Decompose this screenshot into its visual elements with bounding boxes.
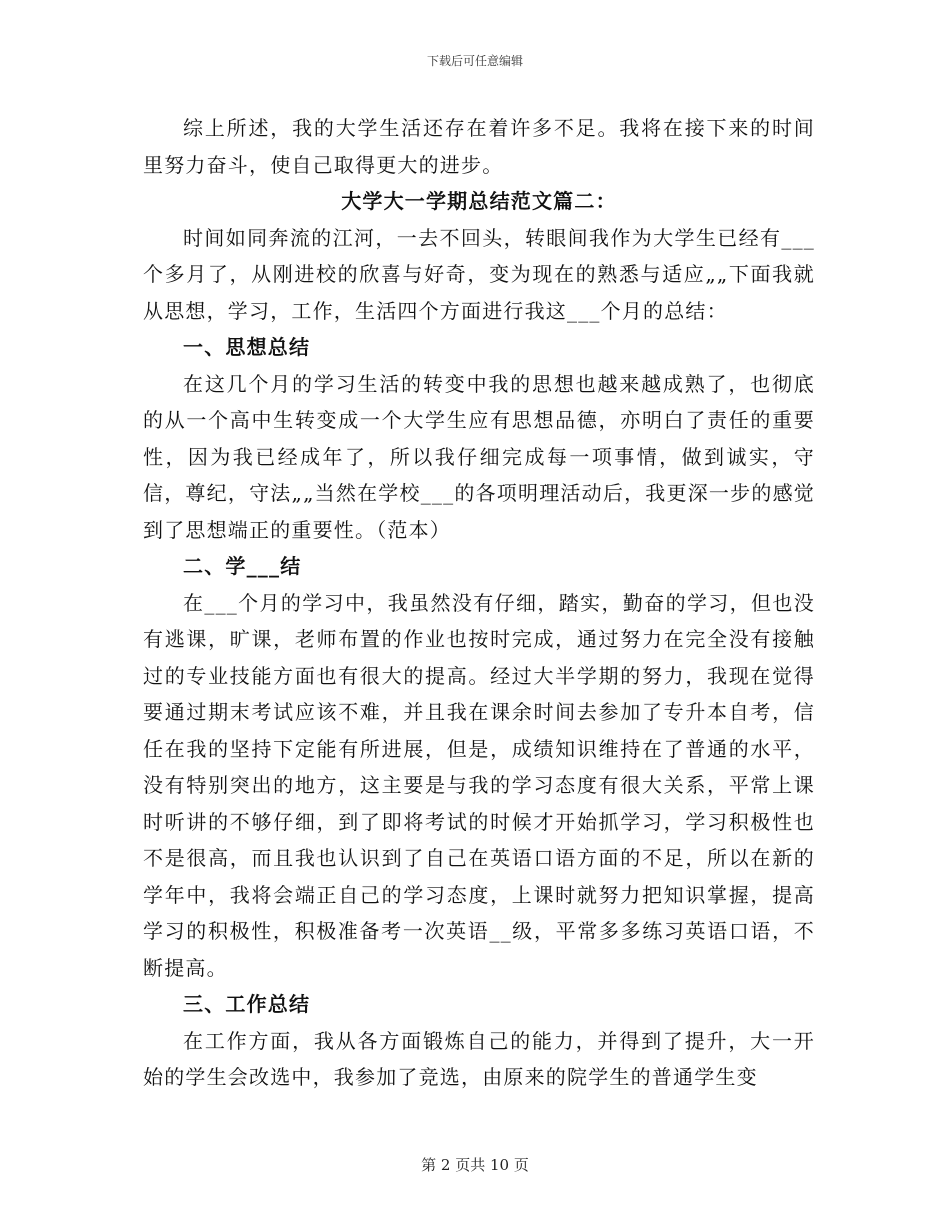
study-paragraph: 在___个月的学习中，我虽然没有仔细，踏实，勤奋的学习，但也没有逃课，旷课，老师布置的作业也按时完成，通过努力在完全没有接触过的专业技能方面也有很大的提高。经过大半学期的努力，我现在觉得要通过期末考试应该不难，并且我在课余时间去参加了专升本自考，信任在我的坚持下定能有所进展，但是，成绩知识维持在了普通的水平，没有特别突出的地方，这主要是与我的学习态度有很大关系，平常上课时听讲的不够仔细，到了即将考试的时候才开始抓学习，学习积极性也不是很高，而且我也认识到了自己在英语口语方面的不足，所以在新的学年中，我将会端正自己的学习态度，上课时就努力把知识掌握，提高学习的积极性，积极准备考一次英语__级，平常多多练习英语口语，不断提高。 <box>143 590 815 980</box>
section-title: 大学大一学期总结范文篇二： <box>341 189 617 213</box>
document-body <box>143 110 815 1096</box>
summary-paragraph: 综上所述，我的大学生活还存在着许多不足。我将在接下来的时间里努力奋斗，使自己取得更大的进步。 <box>143 116 815 177</box>
heading-work-summary: 三、工作总结 <box>183 992 311 1016</box>
intro-paragraph: 时间如同奔流的江河，一去不回头，转眼间我作为大学生已经有___个多月了，从刚进校的欣喜与好奇，变为现在的熟悉与适应„„下面我就从思想，学习，工作，生活四个方面进行我这___个月的总结： <box>143 225 815 323</box>
page-header: 下载后可任意编辑 <box>426 54 523 68</box>
work-paragraph: 在工作方面，我从各方面锻炼自己的能力，并得到了提升，大一开始的学生会改选中，我参加了竞选，由原来的院学生的普通学生变 <box>143 1028 815 1089</box>
heading-study-summary: 二、学___结 <box>183 554 302 578</box>
thought-paragraph: 在这几个月的学习生活的转变中我的思想也越来越成熟了，也彻底的从一个高中生转变成一个大学生应有思想品德，亦明白了责任的重要性，因为我已经成年了，所以我仔细完成每一项事情，做到诚实，守信，尊纪，守法„„当然在学校___的各项明理活动后，我更深一步的感觉到了思想端正的重要性。（范本） <box>143 371 815 542</box>
heading-thought-summary: 一、思想总结 <box>183 335 311 359</box>
page-footer: 第 2 页共 10 页 <box>421 1156 529 1174</box>
